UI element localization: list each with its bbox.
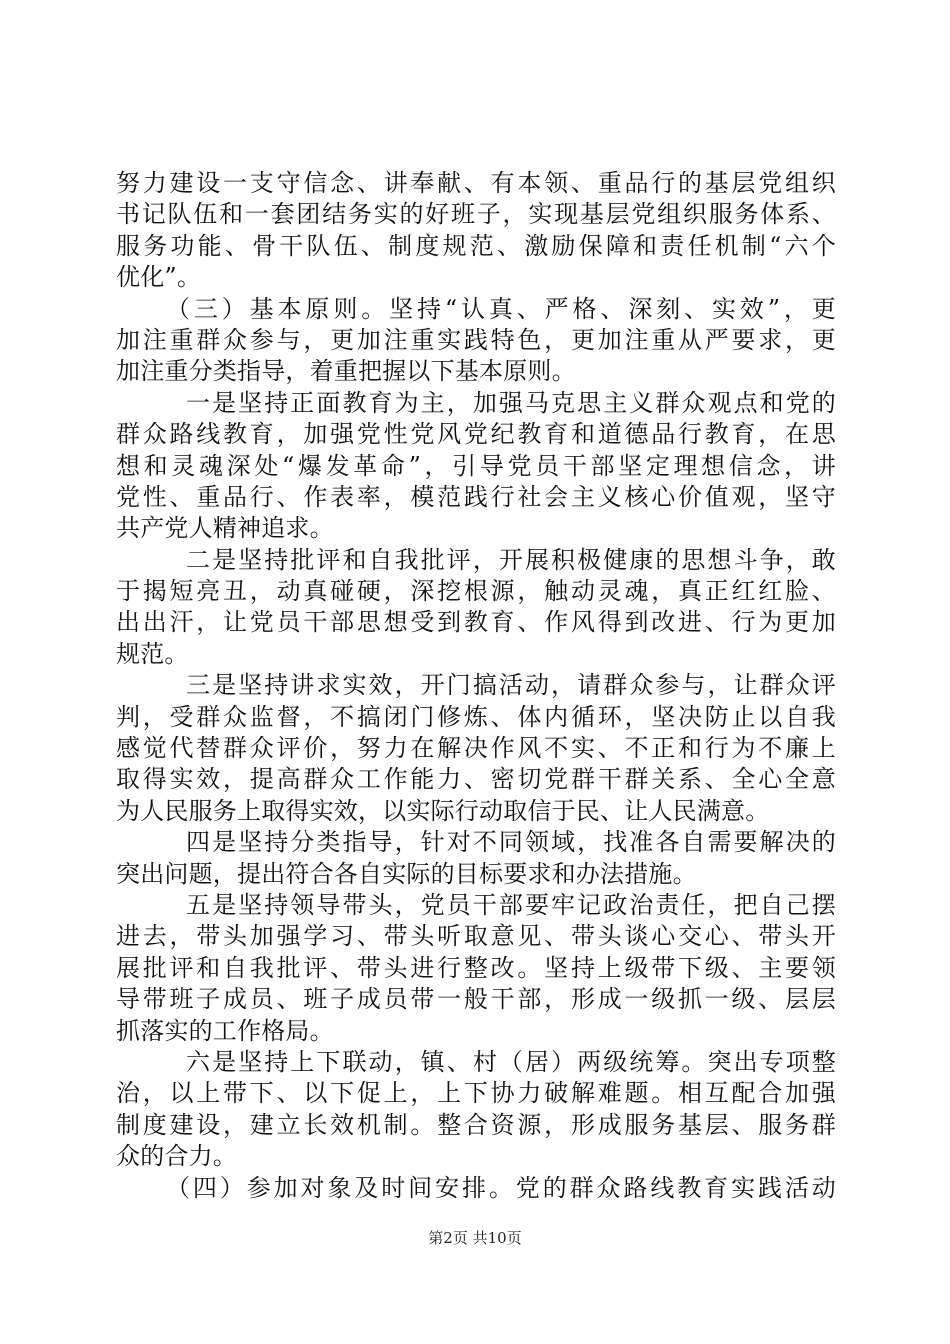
text-line: 于揭短亮丑，动真碰硬，深挖根源，触动灵魂，真正红红脸、	[116, 577, 836, 606]
text-line: 制度建设，建立长效机制。整合资源，形成服务基层、服务群	[116, 1110, 836, 1139]
text-line: 展批评和自我批评、带头进行整改。坚持上级带下级、主要领	[116, 953, 836, 982]
text-line: 导带班子成员、班子成员带一般干部，形成一级抓一级、层层	[116, 985, 836, 1014]
text-line: 判，受群众监督，不搞闭门修炼、体内循环，坚决防止以自我	[116, 702, 836, 731]
text-line: 六是坚持上下联动，镇、村（居）两级统筹。突出专项整	[186, 1047, 836, 1076]
text-line: 四是坚持分类指导，针对不同领域，找准各自需要解决的	[186, 828, 836, 857]
text-line: 努力建设一支守信念、讲奉献、有本领、重品行的基层党组织	[116, 169, 836, 197]
text-line: 共产党人精神追求。	[116, 514, 334, 543]
text-line: 群众路线教育，加强党性党风党纪教育和道德品行教育，在思	[116, 420, 836, 449]
text-line: 二是坚持批评和自我批评，开展积极健康的思想斗争，敢	[186, 545, 836, 574]
text-line: 为人民服务上取得实效，以实际行动取信于民、让人民满意。	[116, 796, 770, 825]
text-line: 一是坚持正面教育为主，加强马克思主义群众观点和党的	[186, 388, 836, 417]
document-body	[116, 168, 836, 1204]
page-footer: 第2页 共10页	[428, 1229, 522, 1247]
text-line: （四）参加对象及时间安排。党的群众路线教育实践活动	[166, 1173, 836, 1202]
text-line: 优化”。	[116, 263, 202, 292]
text-line: 感觉代替群众评价，努力在解决作风不实、不正和行为不廉上	[116, 734, 836, 763]
text-line: 进去，带头加强学习、带头听取意见、带头谈心交心、带头开	[116, 922, 836, 951]
text-line: 书记队伍和一套团结务实的好班子，实现基层党组织服务体系、	[116, 200, 836, 229]
text-line: 众的合力。	[116, 1142, 237, 1171]
text-line: 规范。	[116, 639, 189, 668]
text-line: 加注重群众参与，更加注重实践特色，更加注重从严要求，更	[116, 325, 836, 354]
text-line: 党性、重品行、作表率，模范践行社会主义核心价值观，坚守	[116, 482, 836, 511]
text-line: 出出汗，让党员干部思想受到教育、作风得到改进、行为更加	[116, 608, 836, 637]
text-line: 抓落实的工作格局。	[116, 1016, 334, 1045]
text-line: （三）基本原则。坚持“认真、严格、深刻、实效”，更	[166, 294, 836, 323]
text-line: 想和灵魂深处“爆发革命”，引导党员干部坚定理想信念，讲	[116, 451, 836, 480]
text-line: 取得实效，提高群众工作能力、密切党群干群关系、全心全意	[116, 765, 836, 794]
text-line: 加注重分类指导，着重把握以下基本原则。	[116, 357, 576, 386]
text-line: 五是坚持领导带头，党员干部要牢记政治责任，把自己摆	[186, 890, 836, 919]
text-line: 三是坚持讲求实效，开门搞活动，请群众参与，让群众评	[186, 671, 836, 700]
text-line: 治，以上带下、以下促上，上下协力破解难题。相互配合加强	[116, 1079, 836, 1108]
text-line: 服务功能、骨干队伍、制度规范、激励保障和责任机制“六个	[116, 231, 836, 260]
text-line: 突出问题，提出符合各自实际的目标要求和办法措施。	[116, 859, 697, 888]
